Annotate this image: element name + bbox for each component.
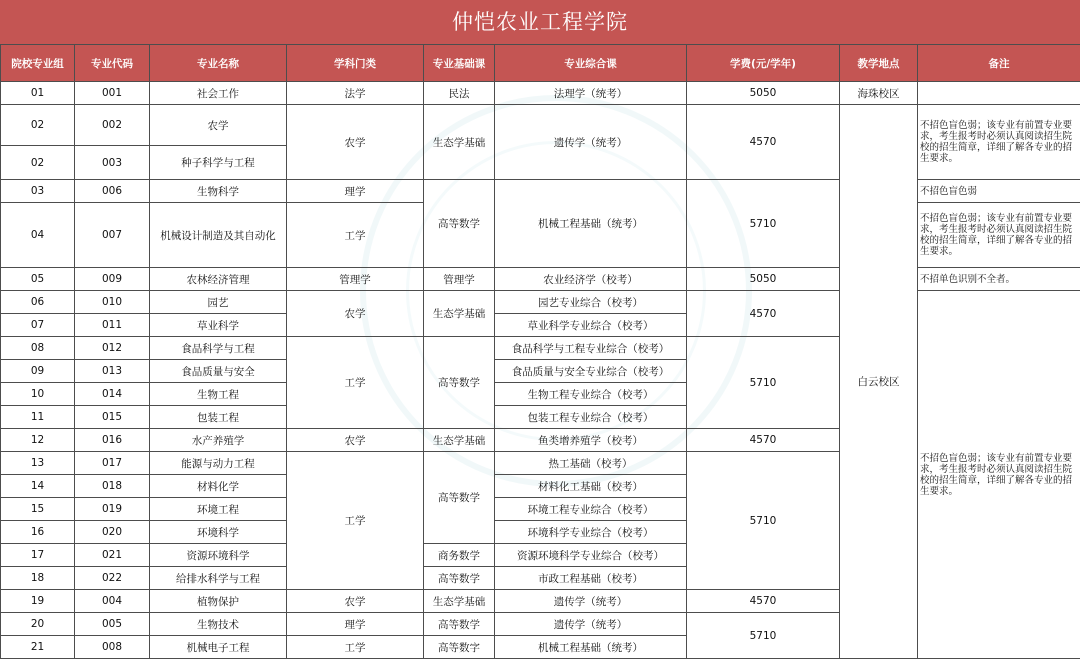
name-cell: 社会工作: [150, 82, 287, 105]
header-cell: 备注: [918, 45, 1080, 82]
group-cell: 05: [1, 268, 75, 291]
group-cell: 09: [1, 360, 75, 383]
header-cell: 学科门类: [287, 45, 424, 82]
group-cell: 20: [1, 613, 75, 636]
code-cell: 012: [75, 337, 150, 360]
basic-course-cell: 高等数学: [424, 337, 495, 429]
note-cell: 不招色盲色弱；该专业有前置专业要求，考生报考时必须认真阅读招生院校的招生简章，详细了解各专业的招生要求。: [918, 203, 1080, 268]
comprehensive-course-cell: 法理学（统考）: [495, 82, 687, 105]
group-cell: 01: [1, 82, 75, 105]
code-cell: 007: [75, 203, 150, 268]
basic-course-cell: 商务数学: [424, 544, 495, 567]
basic-course-cell: 高等数学: [424, 613, 495, 636]
name-cell: 农林经济管理: [150, 268, 287, 291]
basic-course-cell: 生态学基础: [424, 590, 495, 613]
name-cell: 园艺: [150, 291, 287, 314]
name-cell: 水产养殖学: [150, 429, 287, 452]
comprehensive-course-cell: 食品科学与工程专业综合（校考）: [495, 337, 687, 360]
note-cell: 不招色盲色弱: [918, 180, 1080, 203]
note-cell: [918, 82, 1080, 105]
code-cell: 004: [75, 590, 150, 613]
code-cell: 022: [75, 567, 150, 590]
name-cell: 资源环境科学: [150, 544, 287, 567]
code-cell: 002: [75, 105, 150, 146]
category-cell: 理学: [287, 613, 424, 636]
category-cell: 法学: [287, 82, 424, 105]
fee-cell: 5710: [687, 337, 840, 429]
name-cell: 环境工程: [150, 498, 287, 521]
name-cell: 能源与动力工程: [150, 452, 287, 475]
header-cell: 专业代码: [75, 45, 150, 82]
group-cell: 18: [1, 567, 75, 590]
category-cell: 工学: [287, 636, 424, 659]
fee-cell: 5050: [687, 268, 840, 291]
comprehensive-course-cell: 环境工程专业综合（校考）: [495, 498, 687, 521]
code-cell: 021: [75, 544, 150, 567]
group-cell: 03: [1, 180, 75, 203]
code-cell: 017: [75, 452, 150, 475]
code-cell: 018: [75, 475, 150, 498]
name-cell: 机械电子工程: [150, 636, 287, 659]
group-cell: 14: [1, 475, 75, 498]
code-cell: 003: [75, 146, 150, 180]
location-cell: 海珠校区: [840, 82, 918, 105]
header-cell: 教学地点: [840, 45, 918, 82]
comprehensive-course-cell: 机械工程基础（统考）: [495, 180, 687, 268]
name-cell: 机械设计制造及其自动化: [150, 203, 287, 268]
header-cell: 专业综合课: [495, 45, 687, 82]
table-row: [1, 105, 1080, 146]
comprehensive-course-cell: 食品质量与安全专业综合（校考）: [495, 360, 687, 383]
admission-table: [0, 44, 1080, 659]
code-cell: 016: [75, 429, 150, 452]
category-cell: 农学: [287, 429, 424, 452]
basic-course-cell: 高等数学: [424, 567, 495, 590]
group-cell: 11: [1, 406, 75, 429]
comprehensive-course-cell: 资源环境科学专业综合（校考）: [495, 544, 687, 567]
group-cell: 02: [1, 146, 75, 180]
name-cell: 生物工程: [150, 383, 287, 406]
fee-cell: 4570: [687, 291, 840, 337]
basic-course-cell: 高等数学: [424, 452, 495, 544]
category-cell: 理学: [287, 180, 424, 203]
category-cell: 农学: [287, 291, 424, 337]
code-cell: 019: [75, 498, 150, 521]
group-cell: 04: [1, 203, 75, 268]
page-title: 仲恺农业工程学院: [0, 0, 1080, 45]
name-cell: 种子科学与工程: [150, 146, 287, 180]
name-cell: 食品质量与安全: [150, 360, 287, 383]
code-cell: 009: [75, 268, 150, 291]
comprehensive-course-cell: 草业科学专业综合（校考）: [495, 314, 687, 337]
basic-course-cell: 生态学基础: [424, 429, 495, 452]
code-cell: 020: [75, 521, 150, 544]
category-cell: 农学: [287, 105, 424, 180]
group-cell: 10: [1, 383, 75, 406]
group-cell: 15: [1, 498, 75, 521]
category-cell: 管理学: [287, 268, 424, 291]
fee-cell: 5710: [687, 613, 840, 659]
header-cell: 专业名称: [150, 45, 287, 82]
group-cell: 08: [1, 337, 75, 360]
category-cell: 工学: [287, 203, 424, 268]
fee-cell: 5710: [687, 180, 840, 268]
category-cell: 工学: [287, 337, 424, 429]
group-cell: 06: [1, 291, 75, 314]
group-cell: 13: [1, 452, 75, 475]
comprehensive-course-cell: 热工基础（校考）: [495, 452, 687, 475]
note-cell: 不招色盲色弱；该专业有前置专业要求，考生报考时必须认真阅读招生院校的招生简章，详细了解各专业的招生要求。: [918, 291, 1080, 659]
table-row: [1, 291, 1080, 314]
basic-course-cell: 管理学: [424, 268, 495, 291]
comprehensive-course-cell: 鱼类增养殖学（校考）: [495, 429, 687, 452]
name-cell: 食品科学与工程: [150, 337, 287, 360]
comprehensive-course-cell: 环境科学专业综合（校考）: [495, 521, 687, 544]
category-cell: 农学: [287, 590, 424, 613]
name-cell: 农学: [150, 105, 287, 146]
comprehensive-course-cell: 遗传学（统考）: [495, 590, 687, 613]
comprehensive-course-cell: 生物工程专业综合（校考）: [495, 383, 687, 406]
table-row: [1, 82, 1080, 105]
category-cell: 工学: [287, 452, 424, 590]
basic-course-cell: 民法: [424, 82, 495, 105]
fee-cell: 5710: [687, 452, 840, 590]
code-cell: 005: [75, 613, 150, 636]
location-cell: 白云校区: [840, 105, 918, 659]
table-row: [1, 180, 1080, 203]
comprehensive-course-cell: 机械工程基础（统考）: [495, 636, 687, 659]
comprehensive-course-cell: 遗传学（统考）: [495, 613, 687, 636]
group-cell: 21: [1, 636, 75, 659]
code-cell: 008: [75, 636, 150, 659]
header-cell: 专业基础课: [424, 45, 495, 82]
header-row: [1, 45, 1080, 82]
name-cell: 包装工程: [150, 406, 287, 429]
code-cell: 013: [75, 360, 150, 383]
code-cell: 006: [75, 180, 150, 203]
name-cell: 植物保护: [150, 590, 287, 613]
name-cell: 草业科学: [150, 314, 287, 337]
table-row: [1, 268, 1080, 291]
comprehensive-course-cell: 材料化工基础（校考）: [495, 475, 687, 498]
fee-cell: 4570: [687, 590, 840, 613]
group-cell: 17: [1, 544, 75, 567]
group-cell: 16: [1, 521, 75, 544]
basic-course-cell: 生态学基础: [424, 291, 495, 337]
basic-course-cell: 生态学基础: [424, 105, 495, 180]
name-cell: 生物技术: [150, 613, 287, 636]
code-cell: 015: [75, 406, 150, 429]
fee-cell: 4570: [687, 429, 840, 452]
code-cell: 011: [75, 314, 150, 337]
name-cell: 材料化学: [150, 475, 287, 498]
comprehensive-course-cell: 包装工程专业综合（校考）: [495, 406, 687, 429]
note-cell: 不招单色识别不全者。: [918, 268, 1080, 291]
header-cell: 学费(元/学年): [687, 45, 840, 82]
name-cell: 给排水科学与工程: [150, 567, 287, 590]
code-cell: 014: [75, 383, 150, 406]
comprehensive-course-cell: 园艺专业综合（校考）: [495, 291, 687, 314]
comprehensive-course-cell: 农业经济学（校考）: [495, 268, 687, 291]
code-cell: 001: [75, 82, 150, 105]
basic-course-cell: 高等数学: [424, 180, 495, 268]
code-cell: 010: [75, 291, 150, 314]
name-cell: 生物科学: [150, 180, 287, 203]
basic-course-cell: 高等数字: [424, 636, 495, 659]
group-cell: 12: [1, 429, 75, 452]
group-cell: 07: [1, 314, 75, 337]
note-cell: 不招色盲色弱；该专业有前置专业要求，考生报考时必须认真阅读招生院校的招生简章，详细了解各专业的招生要求。: [918, 105, 1080, 180]
name-cell: 环境科学: [150, 521, 287, 544]
fee-cell: 4570: [687, 105, 840, 180]
fee-cell: 5050: [687, 82, 840, 105]
comprehensive-course-cell: 市政工程基础（校考）: [495, 567, 687, 590]
group-cell: 19: [1, 590, 75, 613]
group-cell: 02: [1, 105, 75, 146]
header-cell: 院校专业组: [1, 45, 75, 82]
comprehensive-course-cell: 遗传学（统考）: [495, 105, 687, 180]
